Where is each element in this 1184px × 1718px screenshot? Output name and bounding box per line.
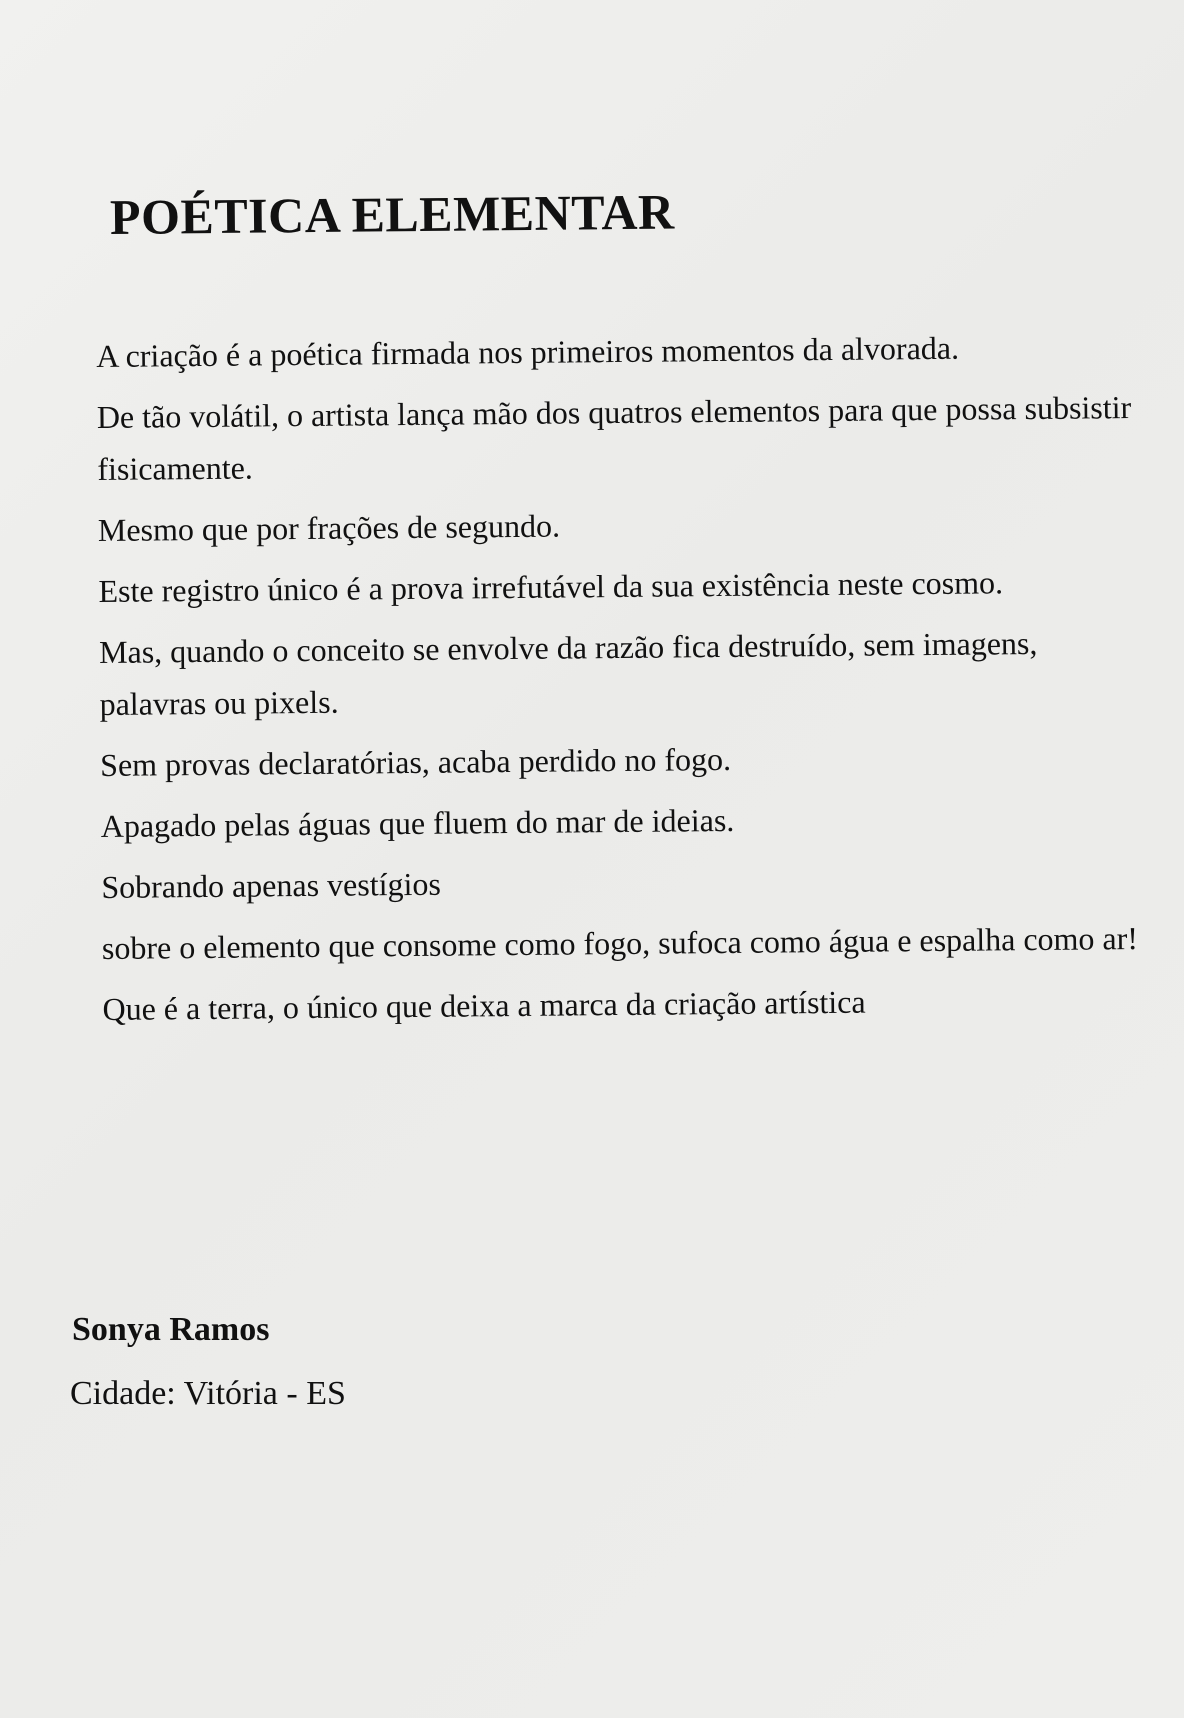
poem-stanza: A criação é a poética firmada nos primeiros momentos da alvorada. — [96, 329, 960, 374]
poem-stanza: Que é a terra, o único que deixa a marca da criação artística — [102, 983, 866, 1027]
poem-stanza: Sem provas declaratórias, acaba perdido no fogo. — [100, 740, 732, 783]
poem-stanza: sobre o elemento que consome como fogo, sufoca como água e espalha como ar! — [101, 920, 1139, 966]
poem-stanza: Mesmo que por frações de segundo. — [97, 507, 561, 548]
poem-body — [96, 320, 1143, 1044]
poem-stanza: De tão volátil, o artista lança mão dos quatros elementos para que possa subsistir fisicamente. — [96, 389, 1132, 487]
poem-stanza: Sobrando apenas vestígios — [101, 865, 442, 905]
author-name: Sonya Ramos — [72, 1311, 270, 1348]
poem-stanza: Este registro único é a prova irrefutável da sua existência neste cosmo. — [98, 564, 1004, 609]
poem-stanza: Apagado pelas águas que fluem do mar de ideias. — [100, 801, 735, 844]
poem-title: POÉTICA ELEMENTAR — [109, 183, 675, 245]
author-city: Cidade: Vitória - ES — [70, 1375, 346, 1412]
poem-stanza: Mas, quando o conceito se envolve da razão fica destruído, sem imagens, palavras ou pixels. — [98, 624, 1038, 722]
